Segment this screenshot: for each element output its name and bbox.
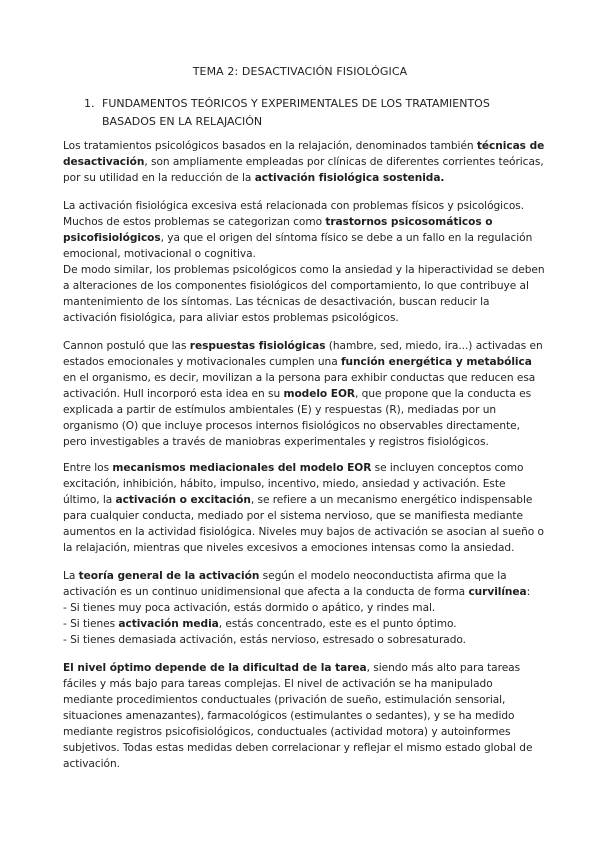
text: , ya que el origen del síntoma físico se debe a un fallo en la regulación emocional, motivacional o cognitiva. [63, 232, 533, 260]
text: , siendo más alto para tareas fáciles y más bajo para tareas complejas. El nivel de activación se ha manipulado mediante procedimientos conductuales (privación de sueño, estimulación sensorial, situaciones amenazantes), farmacológicos (estimulantes o sedantes), y se ha medido mediante registros psicofisiológicos, conductuales (actividad motora) y autoinformes subjetivos. Todas estas medidas deben correlacionar y reflejar el mismo estado global de activación. [63, 662, 533, 770]
text: (hambre, sed, miedo, ira...) activadas en estados emocionales y motivacionales cumplen una [63, 340, 543, 368]
section-number: 1. [84, 97, 95, 110]
text: : [526, 586, 531, 598]
text: , se refiere a un mecanismo energético indispensable para cualquier conducta, mediado por el sistema nervioso, que se manifiesta mediante aumentos en la actividad fisiológica. Niveles muy bajos de activación se asocian al sueño o la relajación, mientras que niveles excesivos a emociones intensas como la ansiedad. [63, 494, 544, 554]
bold-text: curvilínea [468, 586, 527, 598]
bold-text: activación media [118, 618, 219, 630]
list-item: - Si tienes demasiada activación, estás nervioso, estresado o sobresaturado. [63, 634, 466, 646]
bold-text: mecanismos mediacionales del modelo EOR [112, 462, 372, 474]
section-title: FUNDAMENTOS TEÓRICOS Y EXPERIMENTALES DE LOS TRATAMIENTOS BASADOS EN LA RELAJACIÓN [102, 97, 490, 128]
bold-text: modelo EOR [283, 388, 356, 400]
bold-text: activación fisiológica sostenida. [254, 172, 445, 184]
paragraph-1 [63, 138, 545, 186]
bold-text: respuestas fisiológicas [189, 340, 326, 352]
paragraph-2-continuation: De modo similar, los problemas psicológicos como la ansiedad y la hiperactividad se deben a alteraciones de los componentes fisiológicos del comportamiento, lo que contribuye al mantenimiento de los síntomas. Las técnicas de desactivación, buscan reducir la activación fisiológica, para aliviar estos problemas psicológicos. [63, 264, 545, 324]
paragraph-3 [63, 338, 545, 450]
document-title: TEMA 2: DESACTIVACIÓN FISIOLÓGICA [192, 65, 408, 78]
text: , son ampliamente empleadas por clínicas de diferentes corrientes teóricas, por su utilidad en la reducción de la [63, 156, 544, 184]
text: - Si tienes [63, 618, 119, 630]
text: , que propone que la conducta es explicada a partir de estímulos ambientales (E) y respuestas (R), mediadas por un organismo (O) que incluye procesos internos fisiológicos no observables directamente, pero investigables a través de maniobras experimentales y registros fisiológicos. [63, 388, 532, 448]
bold-text: teoría general de la activación [78, 570, 260, 582]
text: La activación fisiológica excesiva está relacionada con problemas físicos y psicológicos. Muchos de estos problemas se categorizan como [63, 200, 525, 228]
text: La [63, 570, 79, 582]
text: se incluyen conceptos como excitación, inhibición, hábito, impulso, incentivo, miedo, ansiedad y activación. Este último, la [63, 462, 524, 506]
paragraph-4 [63, 460, 545, 556]
paragraph-6 [63, 660, 545, 772]
bold-text: activación o excitación [115, 494, 251, 506]
bold-text: técnicas de desactivación [63, 140, 545, 168]
bold-text: El nivel óptimo depende de la dificultad de la tarea [63, 662, 367, 674]
text: según el modelo neoconductista afirma que la activación es un continuo unidimensional que afecta a la conducta de forma [63, 570, 507, 598]
list-item [63, 616, 545, 632]
text: Entre los [63, 462, 113, 474]
paragraph-5 [63, 568, 545, 648]
text: Cannon postuló que las [63, 340, 190, 352]
paragraph-2 [63, 198, 545, 326]
bold-text: función energética y metabólica [340, 356, 532, 368]
text: en el organismo, es decir, movilizan a la persona para exhibir conductas que reducen esa activación. Hull incorporó esta idea en su [63, 372, 536, 400]
text: , estás concentrado, este es el punto óptimo. [218, 618, 457, 630]
text: Los tratamientos psicológicos basados en la relajación, denominados también [63, 140, 477, 152]
bold-text: trastornos psicosomáticos o psicofisiológicos [63, 216, 493, 244]
list-item: - Si tienes muy poca activación, estás dormido o apático, y rindes mal. [63, 602, 436, 614]
